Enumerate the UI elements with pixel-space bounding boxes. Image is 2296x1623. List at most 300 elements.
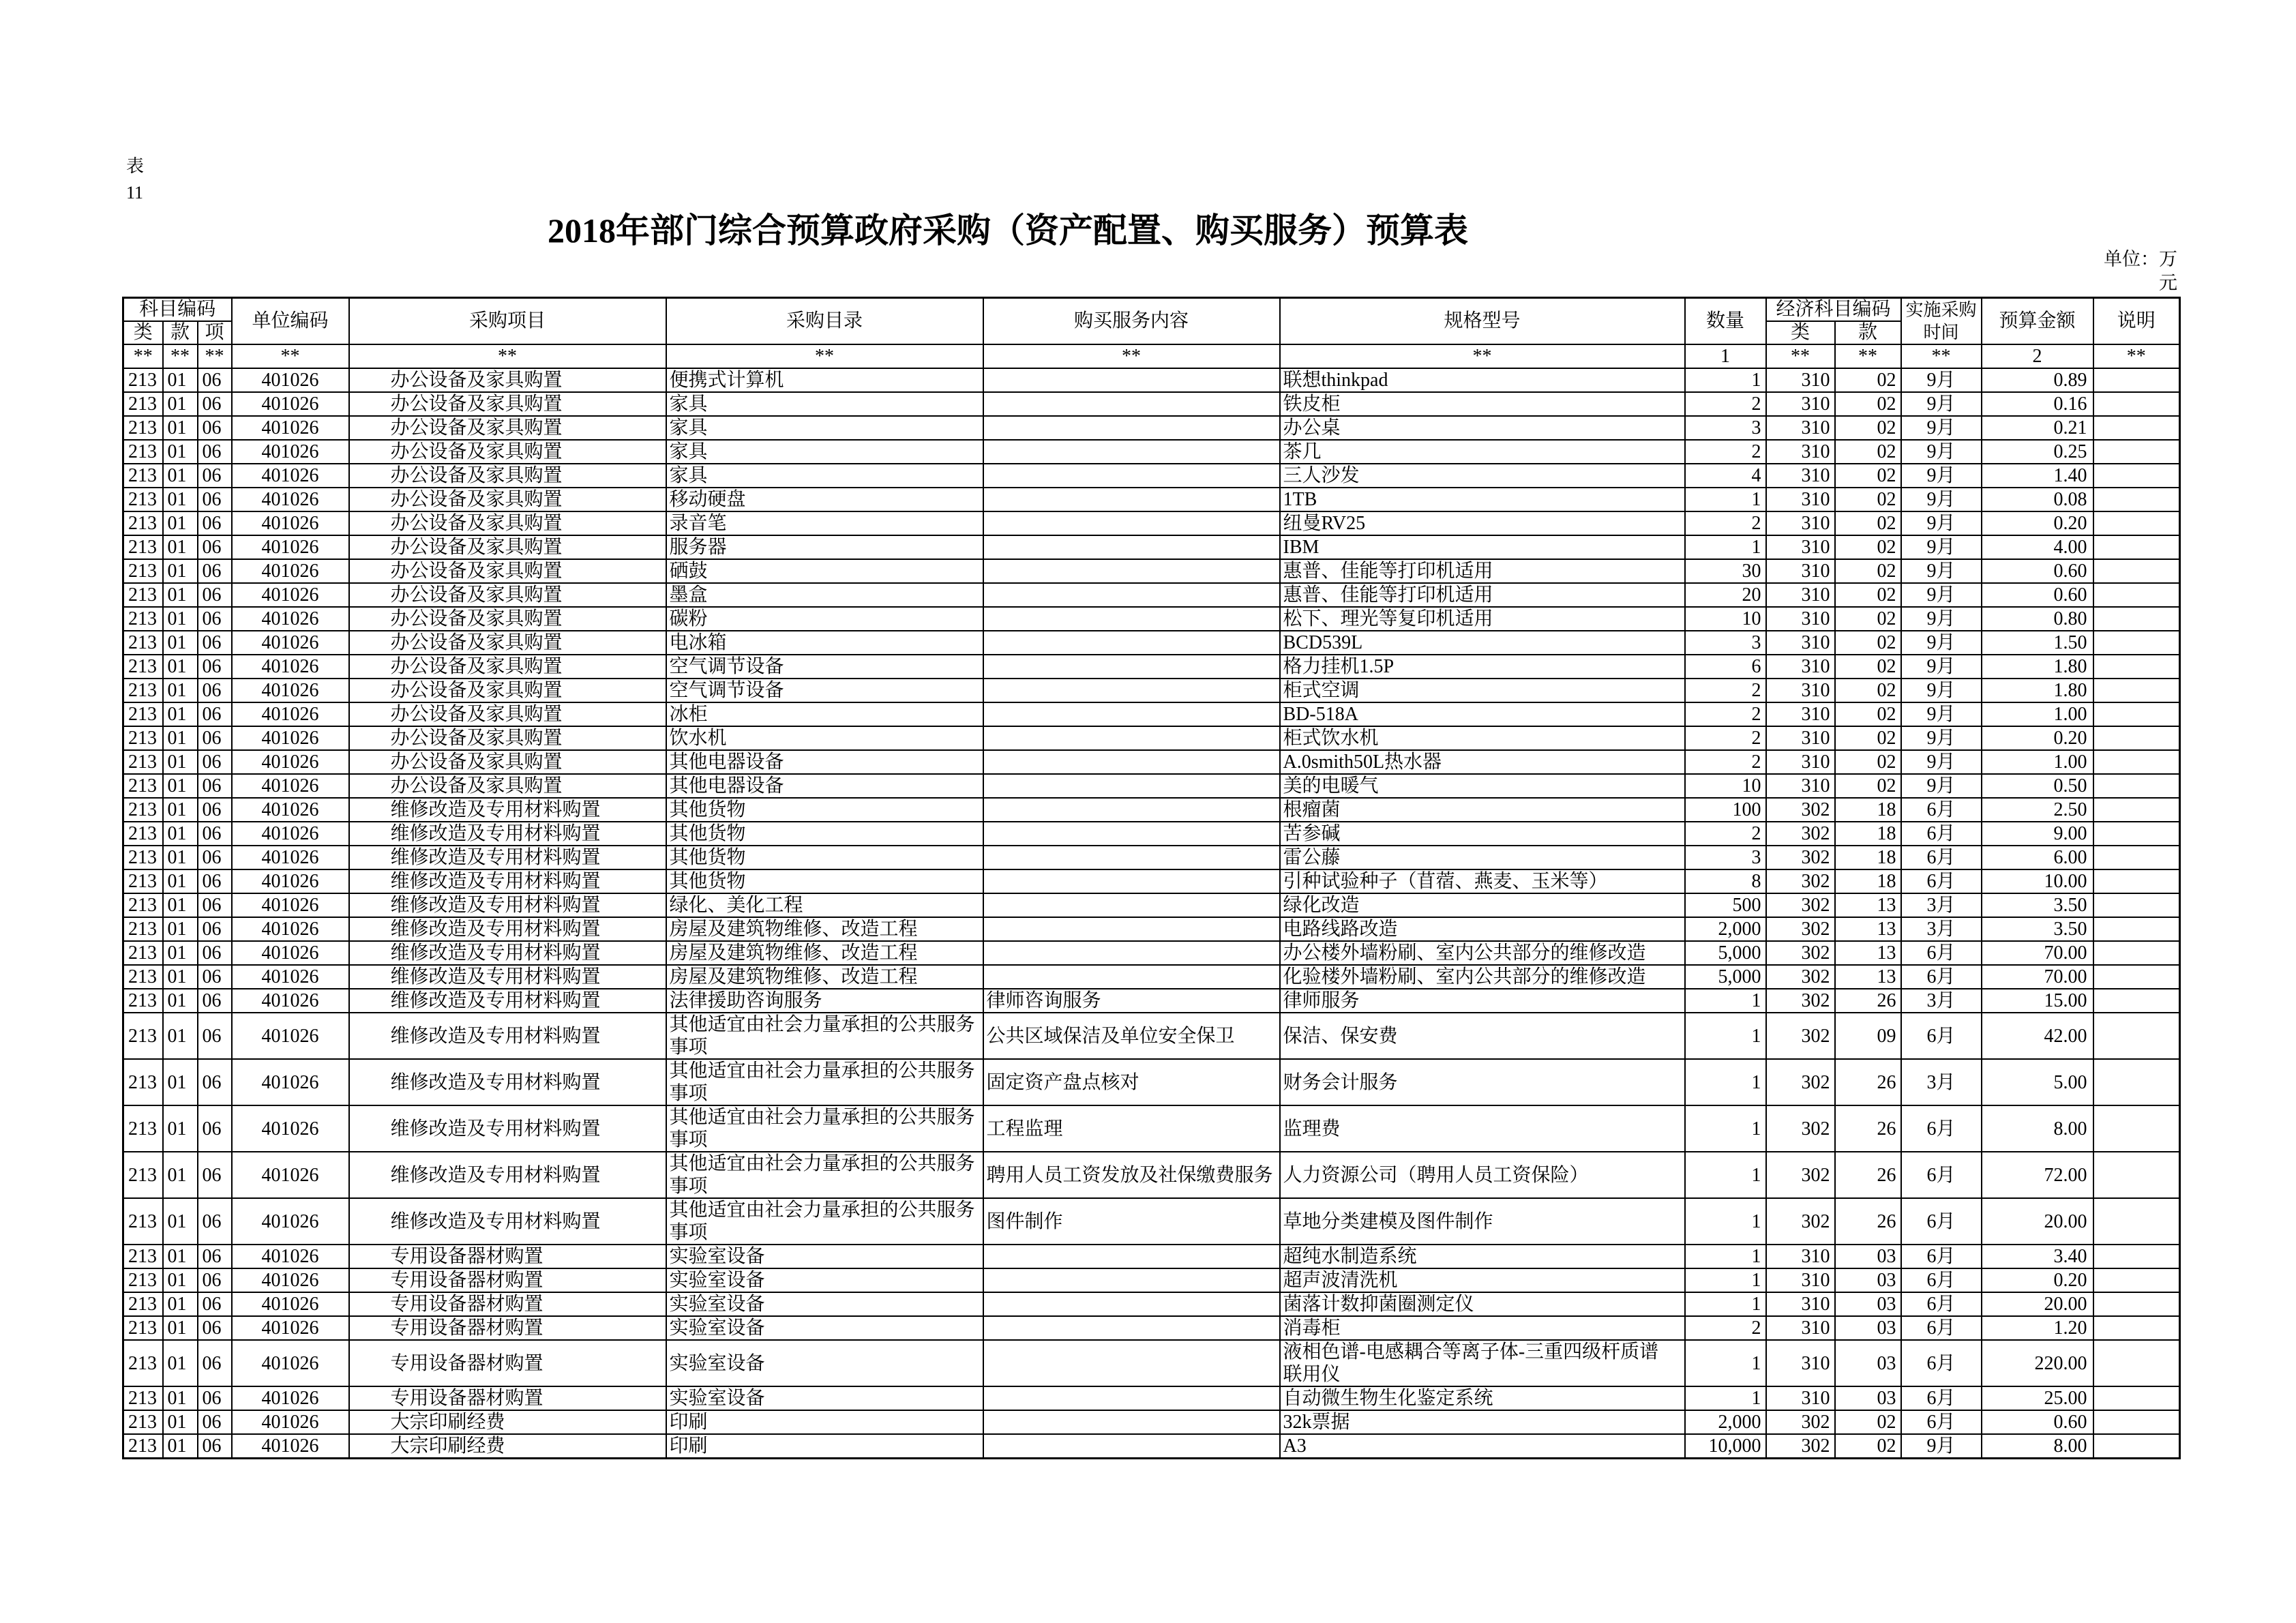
- subject-class-cell: 213: [123, 1268, 163, 1292]
- subject-class-cell: 213: [123, 1434, 163, 1459]
- spec-model-cell: 办公楼外墙粉刷、室内公共部分的维修改造: [1280, 941, 1685, 965]
- unit-code-cell: 401026: [232, 1059, 349, 1105]
- unit-code-cell: 401026: [232, 1152, 349, 1198]
- remark-cell: [2093, 392, 2180, 416]
- subject-class-cell: 213: [123, 1105, 163, 1152]
- purchase-catalog-cell: 家具: [666, 392, 983, 416]
- table-row: [123, 1434, 2180, 1459]
- table-number-value: 11: [126, 183, 144, 203]
- unit-code-cell: 401026: [232, 822, 349, 846]
- purchase-catalog-cell: 实验室设备: [666, 1386, 983, 1410]
- unit-code-cell: 401026: [232, 535, 349, 559]
- budget-amount-cell: 72.00: [1982, 1152, 2093, 1198]
- econ-section-cell: 02: [1835, 631, 1901, 655]
- subject-item-cell: 06: [198, 917, 232, 941]
- budget-amount-cell: 0.16: [1982, 392, 2093, 416]
- subject-item-cell: 06: [198, 607, 232, 631]
- remark-cell: [2093, 989, 2180, 1013]
- marker-cell: **: [1835, 344, 1901, 368]
- remark-cell: [2093, 583, 2180, 607]
- remark-cell: [2093, 1268, 2180, 1292]
- remark-cell: [2093, 607, 2180, 631]
- unit-code-cell: 401026: [232, 989, 349, 1013]
- implementation-time-cell: 6月: [1901, 1316, 1982, 1340]
- purchase-project-cell: 维修改造及专用材料购置: [349, 1105, 666, 1152]
- marker-cell: **: [198, 344, 232, 368]
- quantity-cell: 100: [1685, 798, 1766, 822]
- unit-code-cell: 401026: [232, 1434, 349, 1459]
- remark-cell: [2093, 965, 2180, 989]
- spec-model-cell: 财务会计服务: [1280, 1059, 1685, 1105]
- remark-cell: [2093, 416, 2180, 440]
- table-row: [123, 535, 2180, 559]
- subject-item-cell: 06: [198, 1152, 232, 1198]
- budget-amount-cell: 42.00: [1982, 1013, 2093, 1059]
- subject-class-cell: 213: [123, 488, 163, 511]
- subject-section-cell: 01: [163, 368, 198, 392]
- econ-section-header: 款: [1835, 321, 1901, 344]
- implementation-time-cell: 6月: [1901, 846, 1982, 869]
- table-row: [123, 679, 2180, 702]
- table-row: [123, 1198, 2180, 1245]
- purchase-project-cell: 办公设备及家具购置: [349, 726, 666, 750]
- subject-class-cell: 213: [123, 1316, 163, 1340]
- econ-section-cell: 13: [1835, 893, 1901, 917]
- unit-code-cell: 401026: [232, 798, 349, 822]
- purchase-catalog-cell: 其他电器设备: [666, 774, 983, 798]
- purchase-project-cell: 办公设备及家具购置: [349, 416, 666, 440]
- quantity-cell: 1: [1685, 1340, 1766, 1386]
- subject-section-cell: 01: [163, 702, 198, 726]
- econ-class-cell: 302: [1766, 1059, 1835, 1105]
- marker-cell: **: [1766, 344, 1835, 368]
- remark-cell: [2093, 511, 2180, 535]
- quantity-cell: 4: [1685, 464, 1766, 488]
- implementation-time-cell: 6月: [1901, 941, 1982, 965]
- purchase-catalog-cell: 碳粉: [666, 607, 983, 631]
- unit-code-cell: 401026: [232, 1245, 349, 1268]
- purchase-project-cell: 大宗印刷经费: [349, 1434, 666, 1459]
- unit-code-cell: 401026: [232, 893, 349, 917]
- budget-amount-cell: 0.08: [1982, 488, 2093, 511]
- implementation-time-cell: 9月: [1901, 679, 1982, 702]
- subject-item-cell: 06: [198, 726, 232, 750]
- spec-model-cell: BD-518A: [1280, 702, 1685, 726]
- quantity-cell: 10: [1685, 607, 1766, 631]
- service-content-cell: [983, 607, 1280, 631]
- econ-section-cell: 02: [1835, 1434, 1901, 1459]
- implementation-time-cell: 9月: [1901, 368, 1982, 392]
- table-row: [123, 1059, 2180, 1105]
- table-row: [123, 893, 2180, 917]
- remark-cell: [2093, 655, 2180, 679]
- econ-section-cell: 09: [1835, 1013, 1901, 1059]
- econ-section-cell: 02: [1835, 583, 1901, 607]
- econ-section-cell: 03: [1835, 1268, 1901, 1292]
- purchase-catalog-cell: 印刷: [666, 1410, 983, 1434]
- table-row: [123, 559, 2180, 583]
- table-row: [123, 869, 2180, 893]
- quantity-cell: 2: [1685, 392, 1766, 416]
- implementation-time-cell: 9月: [1901, 559, 1982, 583]
- purchase-project-header: 采购项目: [349, 298, 666, 345]
- remark-cell: [2093, 440, 2180, 464]
- remark-cell: [2093, 1410, 2180, 1434]
- budget-amount-cell: 0.20: [1982, 511, 2093, 535]
- service-content-cell: [983, 1292, 1280, 1316]
- econ-class-cell: 310: [1766, 1316, 1835, 1340]
- subject-section-cell: 01: [163, 535, 198, 559]
- service-content-cell: [983, 392, 1280, 416]
- quantity-cell: 1: [1685, 368, 1766, 392]
- subject-item-cell: 06: [198, 1013, 232, 1059]
- purchase-project-cell: 办公设备及家具购置: [349, 774, 666, 798]
- service-content-cell: [983, 965, 1280, 989]
- subject-section-cell: 01: [163, 1434, 198, 1459]
- purchase-catalog-cell: 绿化、美化工程: [666, 893, 983, 917]
- purchase-project-cell: 办公设备及家具购置: [349, 583, 666, 607]
- budget-amount-cell: 10.00: [1982, 869, 2093, 893]
- econ-class-cell: 302: [1766, 917, 1835, 941]
- purchase-project-cell: 专用设备器材购置: [349, 1292, 666, 1316]
- subject-class-cell: 213: [123, 846, 163, 869]
- table-row: [123, 631, 2180, 655]
- budget-amount-cell: 0.20: [1982, 1268, 2093, 1292]
- table-row: [123, 774, 2180, 798]
- subject-item-cell: 06: [198, 846, 232, 869]
- table-row: [123, 1340, 2180, 1386]
- subject-section-cell: 01: [163, 1198, 198, 1245]
- subject-section-cell: 01: [163, 1410, 198, 1434]
- purchase-catalog-cell: 法律援助咨询服务: [666, 989, 983, 1013]
- econ-class-cell: 302: [1766, 989, 1835, 1013]
- remark-cell: [2093, 893, 2180, 917]
- purchase-catalog-cell: 实验室设备: [666, 1268, 983, 1292]
- quantity-cell: 3: [1685, 416, 1766, 440]
- econ-class-cell: 310: [1766, 702, 1835, 726]
- quantity-cell: 1: [1685, 488, 1766, 511]
- subject-section-cell: 01: [163, 989, 198, 1013]
- unit-code-cell: 401026: [232, 1410, 349, 1434]
- econ-section-cell: 02: [1835, 726, 1901, 750]
- subject-item-cell: 06: [198, 440, 232, 464]
- purchase-catalog-cell: 空气调节设备: [666, 679, 983, 702]
- table-number: [126, 153, 144, 206]
- implementation-time-cell: 6月: [1901, 1340, 1982, 1386]
- quantity-cell: 2: [1685, 511, 1766, 535]
- unit-code-cell: 401026: [232, 440, 349, 464]
- budget-amount-cell: 1.00: [1982, 750, 2093, 774]
- remark-cell: [2093, 822, 2180, 846]
- spec-model-cell: 雷公藤: [1280, 846, 1685, 869]
- spec-model-cell: 自动微生物生化鉴定系统: [1280, 1386, 1685, 1410]
- remark-cell: [2093, 535, 2180, 559]
- subject-class-cell: 213: [123, 416, 163, 440]
- purchase-project-cell: 维修改造及专用材料购置: [349, 965, 666, 989]
- purchase-project-cell: 维修改造及专用材料购置: [349, 822, 666, 846]
- service-content-cell: [983, 1268, 1280, 1292]
- spec-model-cell: 消毒柜: [1280, 1316, 1685, 1340]
- implementation-time-cell: 9月: [1901, 488, 1982, 511]
- subject-class-cell: 213: [123, 1245, 163, 1268]
- subject-item-cell: 06: [198, 1316, 232, 1340]
- econ-section-cell: 02: [1835, 416, 1901, 440]
- unit-code-cell: 401026: [232, 1340, 349, 1386]
- subject-section-cell: 01: [163, 1059, 198, 1105]
- subject-class-cell: 213: [123, 1386, 163, 1410]
- service-content-cell: [983, 822, 1280, 846]
- purchase-catalog-cell: 房屋及建筑物维修、改造工程: [666, 917, 983, 941]
- marker-cell: **: [983, 344, 1280, 368]
- implementation-time-cell: 9月: [1901, 511, 1982, 535]
- purchase-project-cell: 专用设备器材购置: [349, 1386, 666, 1410]
- econ-class-cell: 302: [1766, 869, 1835, 893]
- subject-item-cell: 06: [198, 822, 232, 846]
- table-row: [123, 440, 2180, 464]
- marker-cell: 1: [1685, 344, 1766, 368]
- subject-section-cell: 01: [163, 1152, 198, 1198]
- spec-model-cell: 32k票据: [1280, 1410, 1685, 1434]
- purchase-project-cell: 维修改造及专用材料购置: [349, 893, 666, 917]
- marker-cell: **: [1901, 344, 1982, 368]
- implementation-time-cell: 3月: [1901, 917, 1982, 941]
- spec-model-cell: 草地分类建模及图件制作: [1280, 1198, 1685, 1245]
- table-row: [123, 1316, 2180, 1340]
- remark-cell: [2093, 1059, 2180, 1105]
- subject-class-cell: 213: [123, 965, 163, 989]
- service-content-cell: [983, 750, 1280, 774]
- subject-section-cell: 01: [163, 1245, 198, 1268]
- purchase-project-cell: 专用设备器材购置: [349, 1268, 666, 1292]
- service-content-cell: [983, 631, 1280, 655]
- quantity-cell: 3: [1685, 846, 1766, 869]
- purchase-project-cell: 办公设备及家具购置: [349, 702, 666, 726]
- subject-class-cell: 213: [123, 440, 163, 464]
- econ-class-cell: 310: [1766, 440, 1835, 464]
- budget-amount-cell: 1.00: [1982, 702, 2093, 726]
- budget-amount-cell: 3.50: [1982, 893, 2093, 917]
- econ-section-cell: 13: [1835, 941, 1901, 965]
- implementation-time-cell: 6月: [1901, 1198, 1982, 1245]
- table-row: [123, 488, 2180, 511]
- unit-code-cell: 401026: [232, 631, 349, 655]
- econ-class-cell: 310: [1766, 1245, 1835, 1268]
- subject-class-cell: 213: [123, 869, 163, 893]
- econ-section-cell: 02: [1835, 750, 1901, 774]
- unit-code-cell: 401026: [232, 702, 349, 726]
- econ-class-cell: 310: [1766, 1292, 1835, 1316]
- purchase-catalog-cell: 空气调节设备: [666, 655, 983, 679]
- econ-class-cell: 310: [1766, 416, 1835, 440]
- unit-code-cell: 401026: [232, 726, 349, 750]
- quantity-cell: 1: [1685, 1198, 1766, 1245]
- remark-cell: [2093, 368, 2180, 392]
- spec-model-cell: 绿化改造: [1280, 893, 1685, 917]
- remark-cell: [2093, 488, 2180, 511]
- subject-class-cell: 213: [123, 893, 163, 917]
- spec-model-cell: 监理费: [1280, 1105, 1685, 1152]
- table-row: [123, 1152, 2180, 1198]
- subject-item-cell: 06: [198, 511, 232, 535]
- service-content-cell: 公共区域保洁及单位安全保卫: [983, 1013, 1280, 1059]
- unit-code-cell: 401026: [232, 392, 349, 416]
- econ-section-cell: 02: [1835, 440, 1901, 464]
- subject-item-cell: 06: [198, 774, 232, 798]
- table-row: [123, 1268, 2180, 1292]
- subject-section-cell: 01: [163, 965, 198, 989]
- econ-section-cell: 03: [1835, 1340, 1901, 1386]
- subject-section-cell: 01: [163, 1105, 198, 1152]
- subject-section-cell: 01: [163, 869, 198, 893]
- remark-cell: [2093, 679, 2180, 702]
- implementation-time-cell: 9月: [1901, 750, 1982, 774]
- spec-model-cell: IBM: [1280, 535, 1685, 559]
- table-row: [123, 846, 2180, 869]
- subject-section-cell: 01: [163, 893, 198, 917]
- econ-section-cell: 02: [1835, 511, 1901, 535]
- remark-cell: [2093, 917, 2180, 941]
- subject-item-cell: 06: [198, 1410, 232, 1434]
- budget-amount-cell: 15.00: [1982, 989, 2093, 1013]
- implementation-time-cell: 9月: [1901, 702, 1982, 726]
- purchase-catalog-cell: 实验室设备: [666, 1316, 983, 1340]
- subject-class-cell: 213: [123, 798, 163, 822]
- service-content-cell: [983, 1245, 1280, 1268]
- quantity-cell: 1: [1685, 1245, 1766, 1268]
- purchase-catalog-cell: 其他货物: [666, 798, 983, 822]
- purchase-catalog-cell: 服务器: [666, 535, 983, 559]
- budget-amount-cell: 1.40: [1982, 464, 2093, 488]
- subject-class-cell: 213: [123, 989, 163, 1013]
- service-content-cell: [983, 1434, 1280, 1459]
- budget-amount-cell: 5.00: [1982, 1059, 2093, 1105]
- implementation-time-cell: 6月: [1901, 1105, 1982, 1152]
- spec-model-cell: 电路线路改造: [1280, 917, 1685, 941]
- econ-class-cell: 310: [1766, 535, 1835, 559]
- purchase-catalog-cell: 录音笔: [666, 511, 983, 535]
- budget-amount-cell: 0.20: [1982, 726, 2093, 750]
- table-row: [123, 941, 2180, 965]
- subject-section-cell: 01: [163, 631, 198, 655]
- service-content-cell: [983, 941, 1280, 965]
- service-content-cell: [983, 893, 1280, 917]
- budget-amount-cell: 9.00: [1982, 822, 2093, 846]
- quantity-cell: 1: [1685, 1152, 1766, 1198]
- quantity-cell: 2,000: [1685, 917, 1766, 941]
- table-row: [123, 392, 2180, 416]
- subject-item-cell: 06: [198, 559, 232, 583]
- econ-class-cell: 310: [1766, 774, 1835, 798]
- table-row: [123, 798, 2180, 822]
- subject-item-cell: 06: [198, 368, 232, 392]
- subject-item-cell: 06: [198, 679, 232, 702]
- subject-item-cell: 06: [198, 941, 232, 965]
- econ-section-cell: 02: [1835, 774, 1901, 798]
- table-row: [123, 989, 2180, 1013]
- spec-model-cell: 苦参碱: [1280, 822, 1685, 846]
- quantity-cell: 2: [1685, 726, 1766, 750]
- subject-section-cell: 01: [163, 392, 198, 416]
- budget-table: [122, 297, 2181, 1459]
- quantity-cell: 30: [1685, 559, 1766, 583]
- quantity-cell: 1: [1685, 1292, 1766, 1316]
- unit-code-cell: 401026: [232, 869, 349, 893]
- quantity-cell: 2: [1685, 750, 1766, 774]
- purchase-project-cell: 维修改造及专用材料购置: [349, 1059, 666, 1105]
- table-number-label: 表: [126, 156, 145, 176]
- purchase-project-cell: 专用设备器材购置: [349, 1245, 666, 1268]
- unit-code-cell: 401026: [232, 559, 349, 583]
- econ-section-cell: 18: [1835, 869, 1901, 893]
- budget-amount-cell: 0.60: [1982, 559, 2093, 583]
- subject-class-cell: 213: [123, 726, 163, 750]
- spec-model-cell: 1TB: [1280, 488, 1685, 511]
- subject-item-cell: 06: [198, 750, 232, 774]
- implementation-time-cell: 6月: [1901, 869, 1982, 893]
- service-content-cell: 律师咨询服务: [983, 989, 1280, 1013]
- spec-model-cell: A.0smith50L热水器: [1280, 750, 1685, 774]
- econ-class-cell: 310: [1766, 1340, 1835, 1386]
- implementation-time-header: 实施采购时间: [1901, 298, 1982, 345]
- unit-code-cell: 401026: [232, 1198, 349, 1245]
- subject-item-cell: 06: [198, 1340, 232, 1386]
- econ-class-cell: 310: [1766, 655, 1835, 679]
- implementation-time-cell: 9月: [1901, 655, 1982, 679]
- service-content-cell: [983, 702, 1280, 726]
- econ-class-cell: 310: [1766, 464, 1835, 488]
- unit-code-cell: 401026: [232, 488, 349, 511]
- service-content-cell: [983, 846, 1280, 869]
- spec-model-cell: 柜式饮水机: [1280, 726, 1685, 750]
- subject-class-cell: 213: [123, 917, 163, 941]
- unit-code-cell: 401026: [232, 774, 349, 798]
- remark-cell: [2093, 1316, 2180, 1340]
- purchase-catalog-cell: 其他适宜由社会力量承担的公共服务事项: [666, 1059, 983, 1105]
- marker-cell: **: [163, 344, 198, 368]
- subject-item-cell: 06: [198, 1386, 232, 1410]
- purchase-project-cell: 办公设备及家具购置: [349, 488, 666, 511]
- budget-amount-cell: 0.60: [1982, 1410, 2093, 1434]
- service-content-cell: [983, 464, 1280, 488]
- subject-item-cell: 06: [198, 965, 232, 989]
- unit-code-cell: 401026: [232, 416, 349, 440]
- econ-code-header: 经济科目编码: [1766, 298, 1901, 322]
- unit-code-cell: 401026: [232, 464, 349, 488]
- subject-item-cell: 06: [198, 1198, 232, 1245]
- unit-code-cell: 401026: [232, 1292, 349, 1316]
- purchase-catalog-cell: 电冰箱: [666, 631, 983, 655]
- purchase-project-cell: 维修改造及专用材料购置: [349, 1198, 666, 1245]
- budget-amount-cell: 4.00: [1982, 535, 2093, 559]
- unit-code-cell: 401026: [232, 1013, 349, 1059]
- purchase-project-cell: 办公设备及家具购置: [349, 535, 666, 559]
- remark-cell: [2093, 941, 2180, 965]
- remark-cell: [2093, 559, 2180, 583]
- budget-amount-cell: 6.00: [1982, 846, 2093, 869]
- econ-class-cell: 302: [1766, 965, 1835, 989]
- econ-class-cell: 310: [1766, 1386, 1835, 1410]
- implementation-time-cell: 9月: [1901, 583, 1982, 607]
- econ-class-cell: 302: [1766, 1105, 1835, 1152]
- econ-section-cell: 18: [1835, 822, 1901, 846]
- subject-section-cell: 01: [163, 416, 198, 440]
- purchase-project-cell: 维修改造及专用材料购置: [349, 1152, 666, 1198]
- implementation-time-cell: 6月: [1901, 1386, 1982, 1410]
- subject-section-header: 款: [163, 321, 198, 344]
- purchase-catalog-cell: 其他电器设备: [666, 750, 983, 774]
- econ-section-cell: 03: [1835, 1292, 1901, 1316]
- econ-class-cell: 310: [1766, 726, 1835, 750]
